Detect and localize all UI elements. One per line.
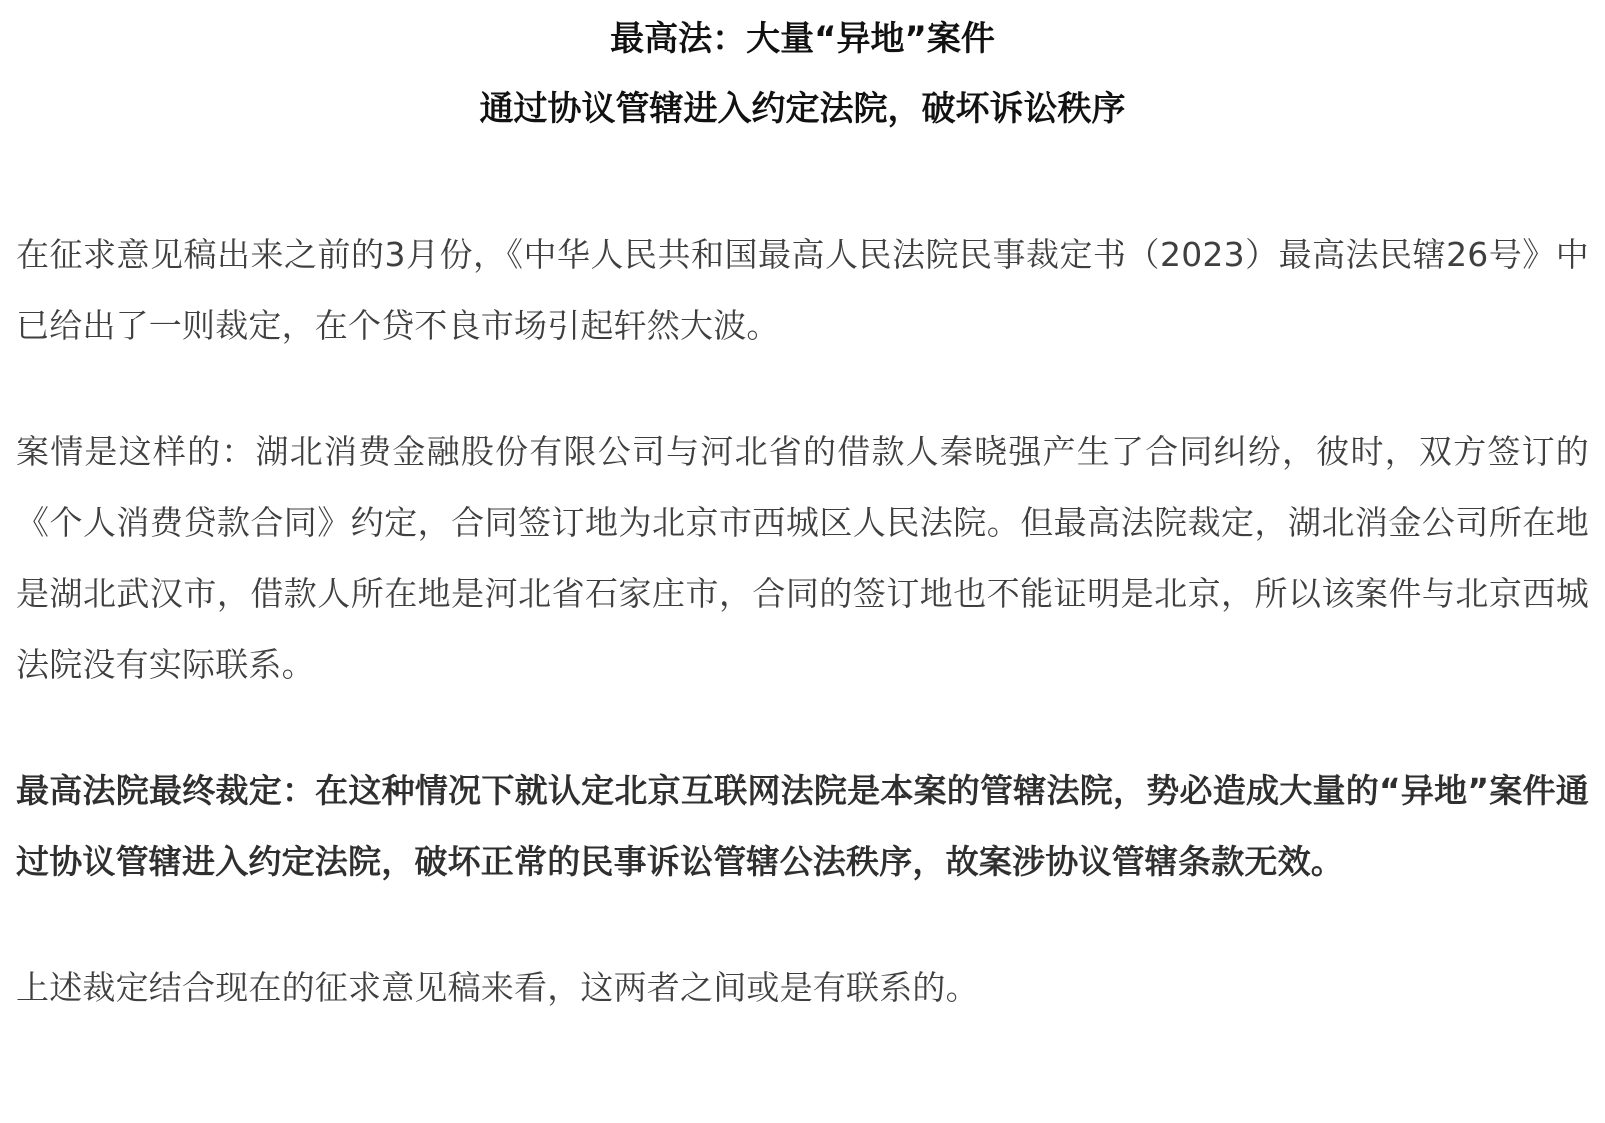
paragraph-case-details: 案情是这样的：湖北消费金融股份有限公司与河北省的借款人秦晓强产生了合同纠纷，彼时，双方签订的《个人消费贷款合同》约定，合同签订地为北京市西城区人民法院。但最高法院裁定，湖北消金公司所在地是湖北武汉市，借款人所在地是河北省石家庄市，合同的签订地也不能证明是北京，所以该案件与北京西城法院没有实际联系。 bbox=[16, 432, 1589, 684]
title-line-1: 最高法：大量“异地”案件 bbox=[610, 19, 995, 59]
article-title bbox=[16, 0, 1589, 144]
paragraph-background: 在征求意见稿出来之前的3月份，《中华人民共和国最高人民法院民事裁定书（2023）最高法民辖26号》中已给出了一则裁定，在个贷不良市场引起轩然大波。 bbox=[16, 235, 1589, 345]
title-line-2: 通过协议管辖进入约定法院，破坏诉讼秩序 bbox=[479, 89, 1126, 129]
paragraph-ruling: 最高法院最终裁定：在这种情况下就认定北京互联网法院是本案的管辖法院，势必造成大量的“异地”案件通过协议管辖进入约定法院，破坏正常的民事诉讼管辖公法秩序，故案涉协议管辖条款无效。 bbox=[16, 771, 1589, 881]
paragraph-conclusion: 上述裁定结合现在的征求意见稿来看，这两者之间或是有联系的。 bbox=[16, 968, 979, 1007]
